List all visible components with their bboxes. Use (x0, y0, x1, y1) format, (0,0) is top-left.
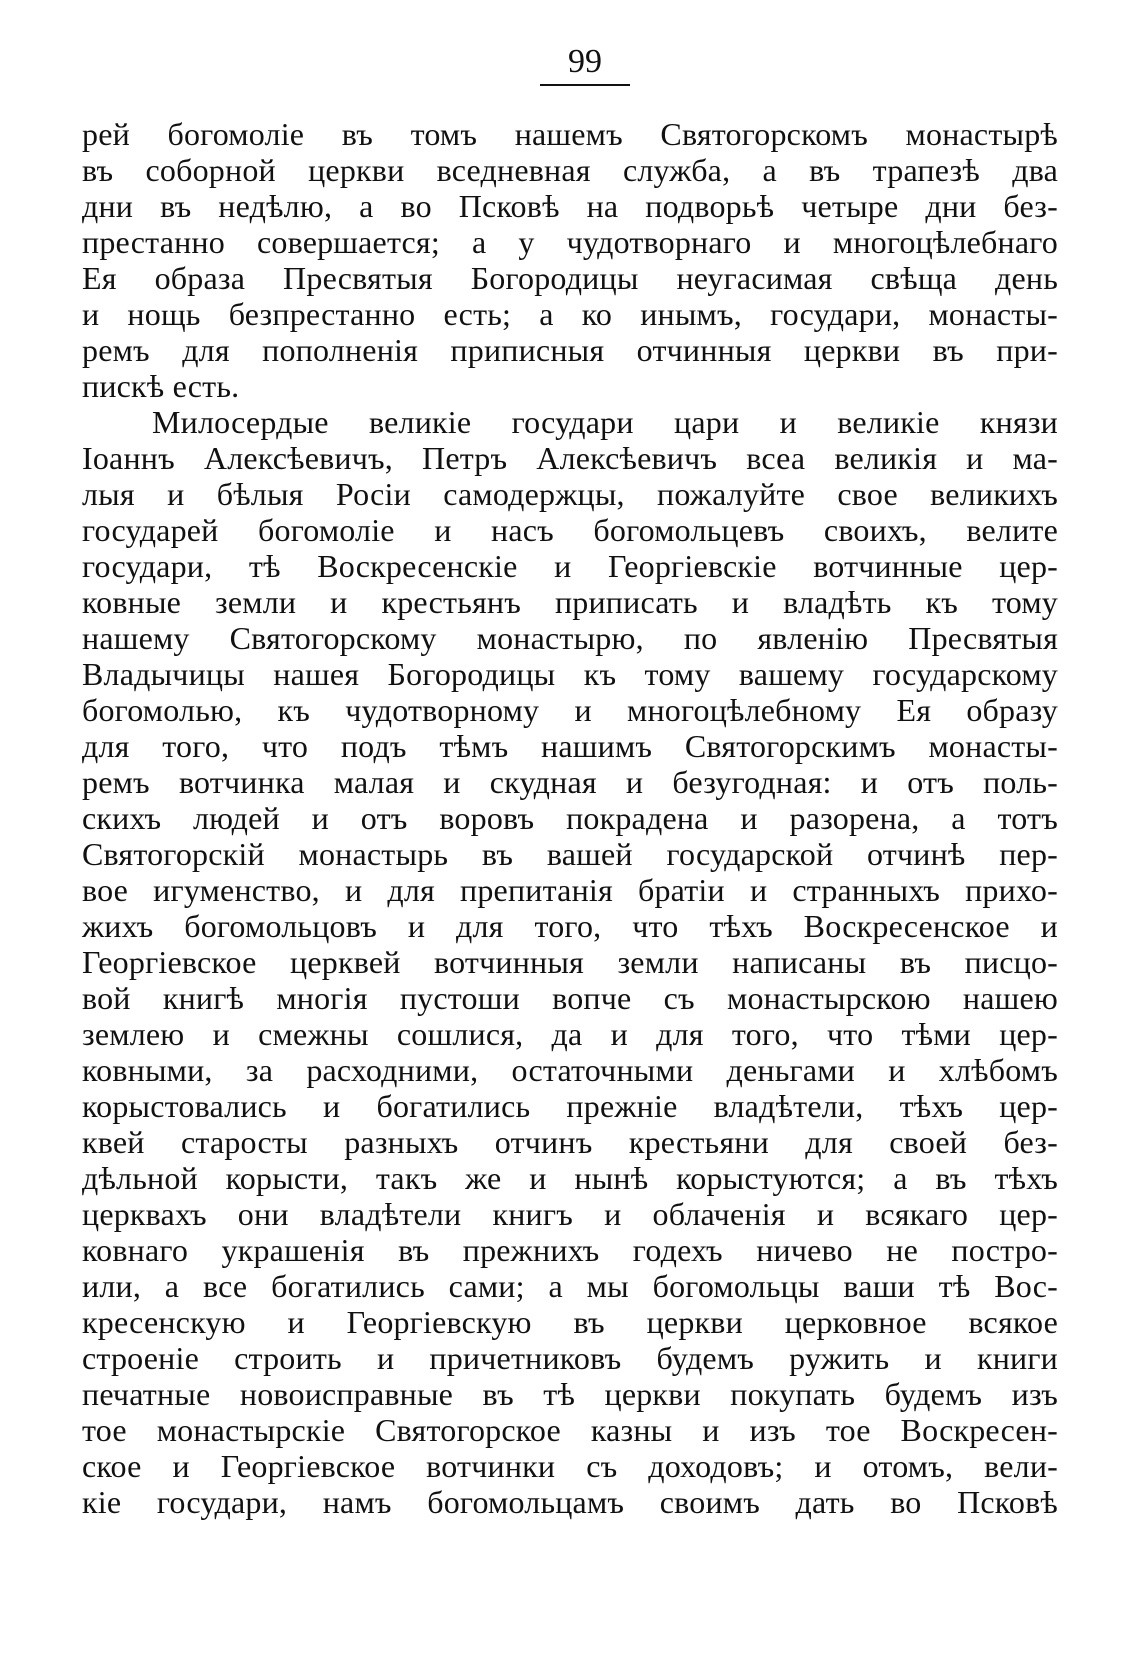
text-line: землею и смежны сошлися, да и для того, что тѣми цер- (82, 1016, 1058, 1052)
text-line: кресенскую и Георгіевскую въ церкви церковное всякое (82, 1304, 1058, 1340)
text-line: квей старосты разныхъ отчинъ крестьяни для своей без- (82, 1124, 1058, 1160)
page-number: 99 (540, 42, 630, 86)
text-line: строеніе строить и причетниковъ будемъ ружить и книги (82, 1340, 1058, 1376)
text-line: ское и Георгіевское вотчинки съ доходовъ; и отомъ, вели- (82, 1448, 1058, 1484)
text-line: пискѣ есть. (82, 368, 240, 404)
text-line: Владычицы нашея Богородицы къ тому вашему государскому (82, 656, 1058, 692)
text-line: тое монастырскіе Святогорское казны и изъ тое Воскресен- (82, 1412, 1058, 1448)
text-line: ковные земли и крестьянъ приписать и владѣть къ тому (82, 584, 1058, 620)
text-line: Георгіевское церквей вотчинныя земли написаны въ писцо- (82, 944, 1058, 980)
text-line: ковнаго украшенія въ прежнихъ годехъ ничево не постро- (82, 1232, 1058, 1268)
text-line: вой книгѣ многія пустоши вопче съ монастырскою нашею (82, 980, 1058, 1016)
text-line: жихъ богомольцовъ и для того, что тѣхъ Воскресенское и (82, 908, 1058, 944)
text-line: или, а все богатились сами; а мы богомольцы ваши тѣ Вос- (82, 1268, 1058, 1304)
text-line: лыя и бѣлыя Росіи самодержцы, пожалуйте свое великихъ (82, 476, 1058, 512)
text-line: богомолью, къ чудотворному и многоцѣлебному Ея образу (82, 692, 1058, 728)
text-line: въ соборной церкви вседневная служба, а въ трапезѣ два (82, 152, 1058, 188)
text-line: государей богомоліе и насъ богомольцевъ своихъ, велите (82, 512, 1058, 548)
text-line: печатные новоисправные въ тѣ церкви покупать будемъ изъ (82, 1376, 1058, 1412)
text-line: церквахъ они владѣтели книгъ и облаченія и всякаго цер- (82, 1196, 1058, 1232)
text-line: престанно совершается; а у чудотворнаго и многоцѣлебнаго (82, 224, 1058, 260)
text-line: государи, тѣ Воскресенскіе и Георгіевскіе вотчинные цер- (82, 548, 1058, 584)
text-line: для того, что подъ тѣмъ нашимъ Святогорскимъ монасты- (82, 728, 1058, 764)
text-line: ремъ для пополненія приписныя отчинныя церкви въ при- (82, 332, 1058, 368)
text-line: корыстовались и богатились прежніе владѣтели, тѣхъ цер- (82, 1088, 1058, 1124)
text-line: нашему Святогорскому монастырю, по явленію Пресвятыя (82, 620, 1058, 656)
body-text (82, 116, 1058, 1520)
paragraph-start-line: Милосердые великіе государи цари и великіе князи (152, 404, 1058, 440)
text-line: Святогорскій монастырь въ вашей государской отчинѣ пер- (82, 836, 1058, 872)
text-line: кіе государи, намъ богомольцамъ своимъ дать во Псковѣ (82, 1484, 1058, 1520)
text-line: скихъ людей и отъ воровъ покрадена и разорена, а тотъ (82, 800, 1058, 836)
text-line: рей богомоліе въ томъ нашемъ Святогорскомъ монастырѣ (82, 116, 1058, 152)
text-line: вое игуменство, и для препитанія братіи и странныхъ прихо- (82, 872, 1058, 908)
text-line: дѣльной корысти, такъ же и нынѣ корыстуются; а въ тѣхъ (82, 1160, 1058, 1196)
text-line: ремъ вотчинка малая и скудная и безугодная: и отъ поль- (82, 764, 1058, 800)
text-line: Ея образа Пресвятыя Богородицы неугасимая свѣща день (82, 260, 1058, 296)
text-line: ковными, за расходними, остаточными деньгами и хлѣбомъ (82, 1052, 1058, 1088)
text-line: дни въ недѣлю, а во Псковѣ на подворьѣ четыре дни без- (82, 188, 1058, 224)
text-line: и нощь безпрестанно есть; а ко инымъ, государи, монасты- (82, 296, 1058, 332)
text-line: Іоаннъ Алексѣевичъ, Петръ Алексѣевичъ всеа великія и ма- (82, 440, 1058, 476)
